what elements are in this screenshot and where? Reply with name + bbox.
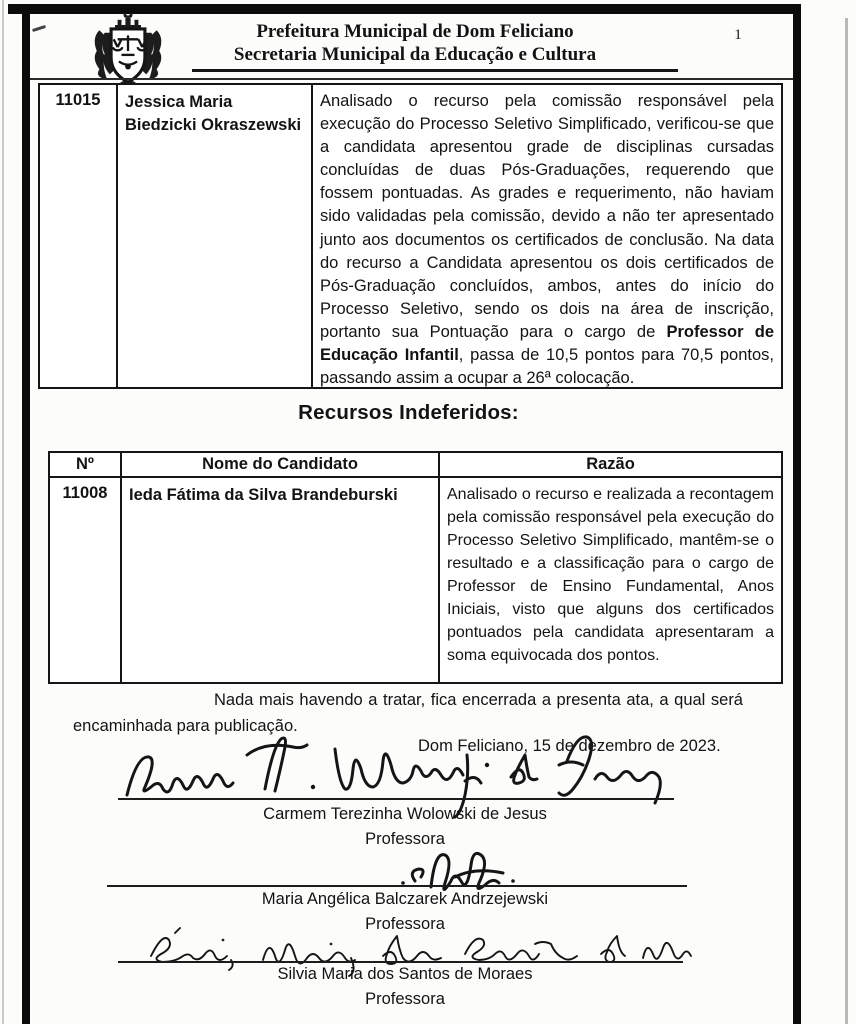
signatory-2-name: Maria Angélica Balczarek Andrzejewski bbox=[261, 890, 549, 908]
document-header bbox=[180, 20, 650, 66]
deferred-appeals-table bbox=[38, 83, 783, 389]
candidate-name-cell: Ieda Fátima da Silva Brandeburski bbox=[122, 478, 440, 682]
candidate-number-cell: 11015 bbox=[40, 85, 118, 387]
closing-paragraph: Nada mais havendo a tratar, fica encerrada a presenta ata, a qual será encaminhada para publicação. bbox=[73, 691, 743, 735]
header-title-underline bbox=[192, 69, 678, 72]
signature-1-line bbox=[118, 798, 674, 800]
frame-right-border bbox=[793, 4, 801, 1024]
signatory-3-name: Silvia Maria dos Santos de Moraes bbox=[277, 965, 533, 983]
column-header-number: Nº bbox=[50, 453, 122, 478]
signatory-3-role: Professora bbox=[365, 990, 445, 1008]
appeal-reason-cell: Analisado o recurso e realizada a recontagem pela comissão responsável pela execução do Processo Seletivo Simplificado, mantêm-se o resultado e a classificação para o cargo de Professor de Ensino Fundamental, Anos Iniciais, visto que alguns dos certificados pontuados pela candidata apresentaram a soma equivocada dos pontos. bbox=[447, 486, 774, 664]
signatory-2-role: Professora bbox=[365, 915, 445, 933]
reason-text-after: , passa de 10,5 pontos para 70,5 pontos, passando assim a ocupar a 26ª colocação. bbox=[320, 346, 775, 387]
column-header-name: Nome do Candidato bbox=[122, 453, 440, 478]
reason-text-before: Analisado o recurso pela comissão responsável pela execução do Processo Seletivo Simplificado, verificou-se que a candidata apresentou grade de disciplinas cursadas concluídas de duas Pós-Graduações, requerendo que fossem pontuadas. As grades e requerimento, não haviam sido validadas pela comissão, devido a não ter apresentado junto aos documentos os certificados de conclusão. Na data do recurso a Candidata apresentou os dois certificados de Pós-Graduação concluídos, ambos, antes do início do Processo Seletivo, sendo os dois na área de inscrição, portanto sua Pontuação para o cargo de bbox=[320, 92, 774, 341]
denied-appeals-table bbox=[48, 451, 783, 684]
signature-2-line bbox=[107, 885, 687, 887]
signatory-1-role: Professora bbox=[365, 830, 445, 848]
page-number: 1 bbox=[734, 27, 742, 43]
date-line: Dom Feliciano, 15 de dezembro de 2023. bbox=[418, 737, 721, 755]
signatory-1-name: Carmem Terezinha Wolowski de Jesus bbox=[263, 805, 547, 823]
header-line2: Secretaria Municipal da Educação e Cultura bbox=[233, 44, 597, 65]
frame-left-border bbox=[22, 4, 30, 1024]
candidate-name-cell: Jessica Maria Biedzicki Okraszewski bbox=[118, 85, 313, 387]
pen-mark-artifact bbox=[32, 25, 46, 32]
column-header-reason: Razão bbox=[440, 453, 781, 478]
section-heading: Recursos Indeferidos: bbox=[298, 401, 519, 424]
header-line1: Prefeitura Municipal de Dom Feliciano bbox=[256, 21, 574, 42]
candidate-number-cell: 11008 bbox=[50, 478, 122, 682]
reason-text-bold: Professor de Educação Infantil bbox=[320, 322, 774, 365]
header-bottom-rule bbox=[30, 78, 793, 80]
scan-edge-right bbox=[845, 18, 848, 1024]
signature-3-line bbox=[118, 961, 683, 963]
appeal-reason-cell bbox=[313, 85, 781, 387]
scan-edge-left bbox=[2, 0, 4, 1024]
